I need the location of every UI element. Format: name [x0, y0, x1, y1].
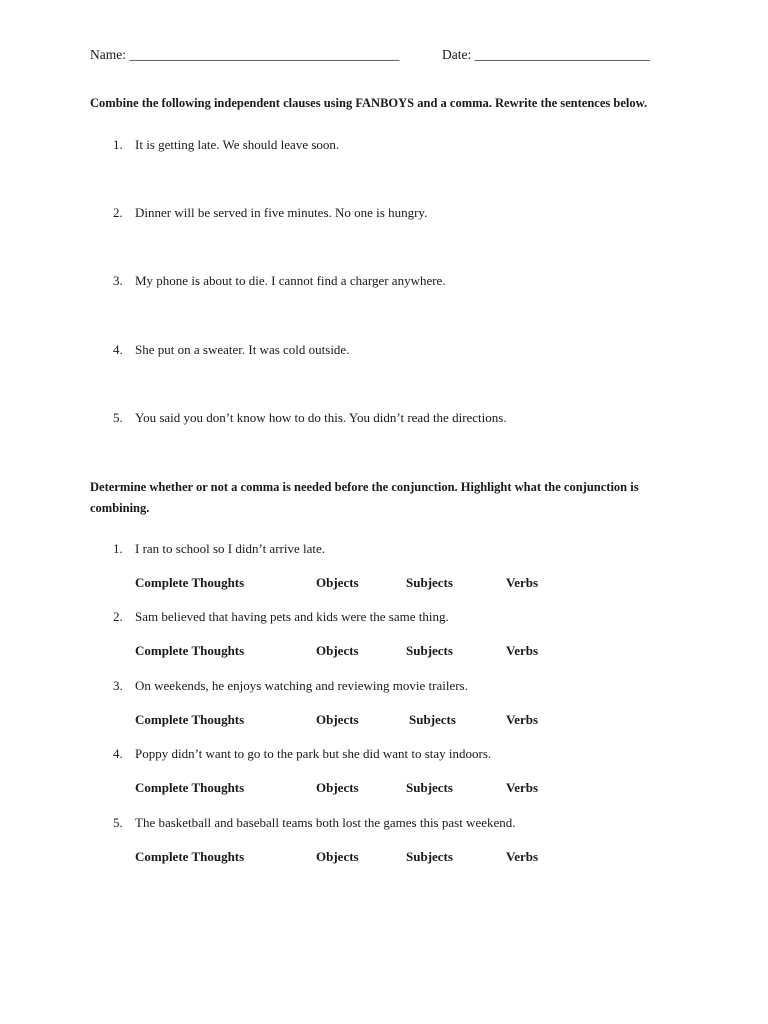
- answer-options-1: [135, 575, 555, 593]
- option-complete-thoughts: Complete Thoughts: [135, 575, 245, 590]
- option-verbs: Verbs: [506, 849, 539, 864]
- option-subjects: Subjects: [406, 780, 453, 795]
- answer-options-4: [135, 780, 555, 798]
- option-objects: Objects: [316, 712, 359, 727]
- item-text: It is getting late. We should leave soon.: [135, 137, 340, 152]
- option-verbs: Verbs: [506, 780, 539, 795]
- option-objects: Objects: [316, 575, 359, 590]
- option-subjects: Subjects: [406, 849, 453, 864]
- item-number: 4.: [113, 746, 123, 761]
- option-objects: Objects: [316, 780, 359, 795]
- section1-item-2: [113, 205, 427, 221]
- item-number: 1.: [113, 541, 123, 556]
- option-subjects: Subjects: [406, 575, 453, 590]
- section1-item-1: [113, 137, 339, 153]
- item-number: 4.: [113, 342, 123, 357]
- answer-options-2: [135, 643, 555, 661]
- item-number: 2.: [113, 609, 123, 624]
- option-verbs: Verbs: [506, 643, 539, 658]
- option-complete-thoughts: Complete Thoughts: [135, 780, 245, 795]
- option-objects: Objects: [316, 849, 359, 864]
- section1-item-5: [113, 410, 507, 426]
- option-subjects: Subjects: [409, 712, 456, 727]
- item-text: The basketball and baseball teams both lost the games this past weekend.: [135, 815, 516, 830]
- item-number: 3.: [113, 678, 123, 693]
- option-verbs: Verbs: [506, 575, 539, 590]
- item-number: 1.: [113, 137, 123, 152]
- name-field: Name: ________________________________________: [90, 47, 400, 62]
- item-text: She put on a sweater. It was cold outside.: [135, 342, 350, 357]
- item-text: Poppy didn’t want to go to the park but she did want to stay indoors.: [135, 746, 492, 761]
- item-number: 5.: [113, 410, 123, 425]
- header-row: [90, 47, 690, 63]
- section2-item-1: [113, 541, 325, 557]
- option-complete-thoughts: Complete Thoughts: [135, 643, 245, 658]
- section2-item-5: [113, 815, 516, 831]
- section2-instruction: Determine whether or not a comma is needed before the conjunction. Highlight what the conjunction is combining.: [90, 480, 639, 515]
- section1-item-3: [113, 273, 446, 289]
- item-number: 5.: [113, 815, 123, 830]
- item-text: On weekends, he enjoys watching and reviewing movie trailers.: [135, 678, 468, 693]
- section1-instruction: Combine the following independent clauses using FANBOYS and a comma. Rewrite the sentences below.: [90, 96, 648, 110]
- option-subjects: Subjects: [406, 643, 453, 658]
- option-complete-thoughts: Complete Thoughts: [135, 712, 245, 727]
- item-text: My phone is about to die. I cannot find a charger anywhere.: [135, 273, 446, 288]
- section1-item-4: [113, 342, 349, 358]
- item-text: I ran to school so I didn’t arrive late.: [135, 541, 326, 556]
- answer-options-5: [135, 849, 555, 867]
- option-objects: Objects: [316, 643, 359, 658]
- section2-item-4: [113, 746, 491, 762]
- answer-options-3: [135, 712, 555, 730]
- option-complete-thoughts: Complete Thoughts: [135, 849, 245, 864]
- item-number: 3.: [113, 273, 123, 288]
- option-verbs: Verbs: [506, 712, 539, 727]
- section2-item-2: [113, 609, 449, 625]
- item-text: Sam believed that having pets and kids were the same thing.: [135, 609, 449, 624]
- item-text: You said you don’t know how to do this. You didn’t read the directions.: [135, 410, 507, 425]
- item-text: Dinner will be served in five minutes. No one is hungry.: [135, 205, 428, 220]
- item-number: 2.: [113, 205, 123, 220]
- section2-item-3: [113, 678, 468, 694]
- date-field: Date: __________________________: [442, 47, 651, 62]
